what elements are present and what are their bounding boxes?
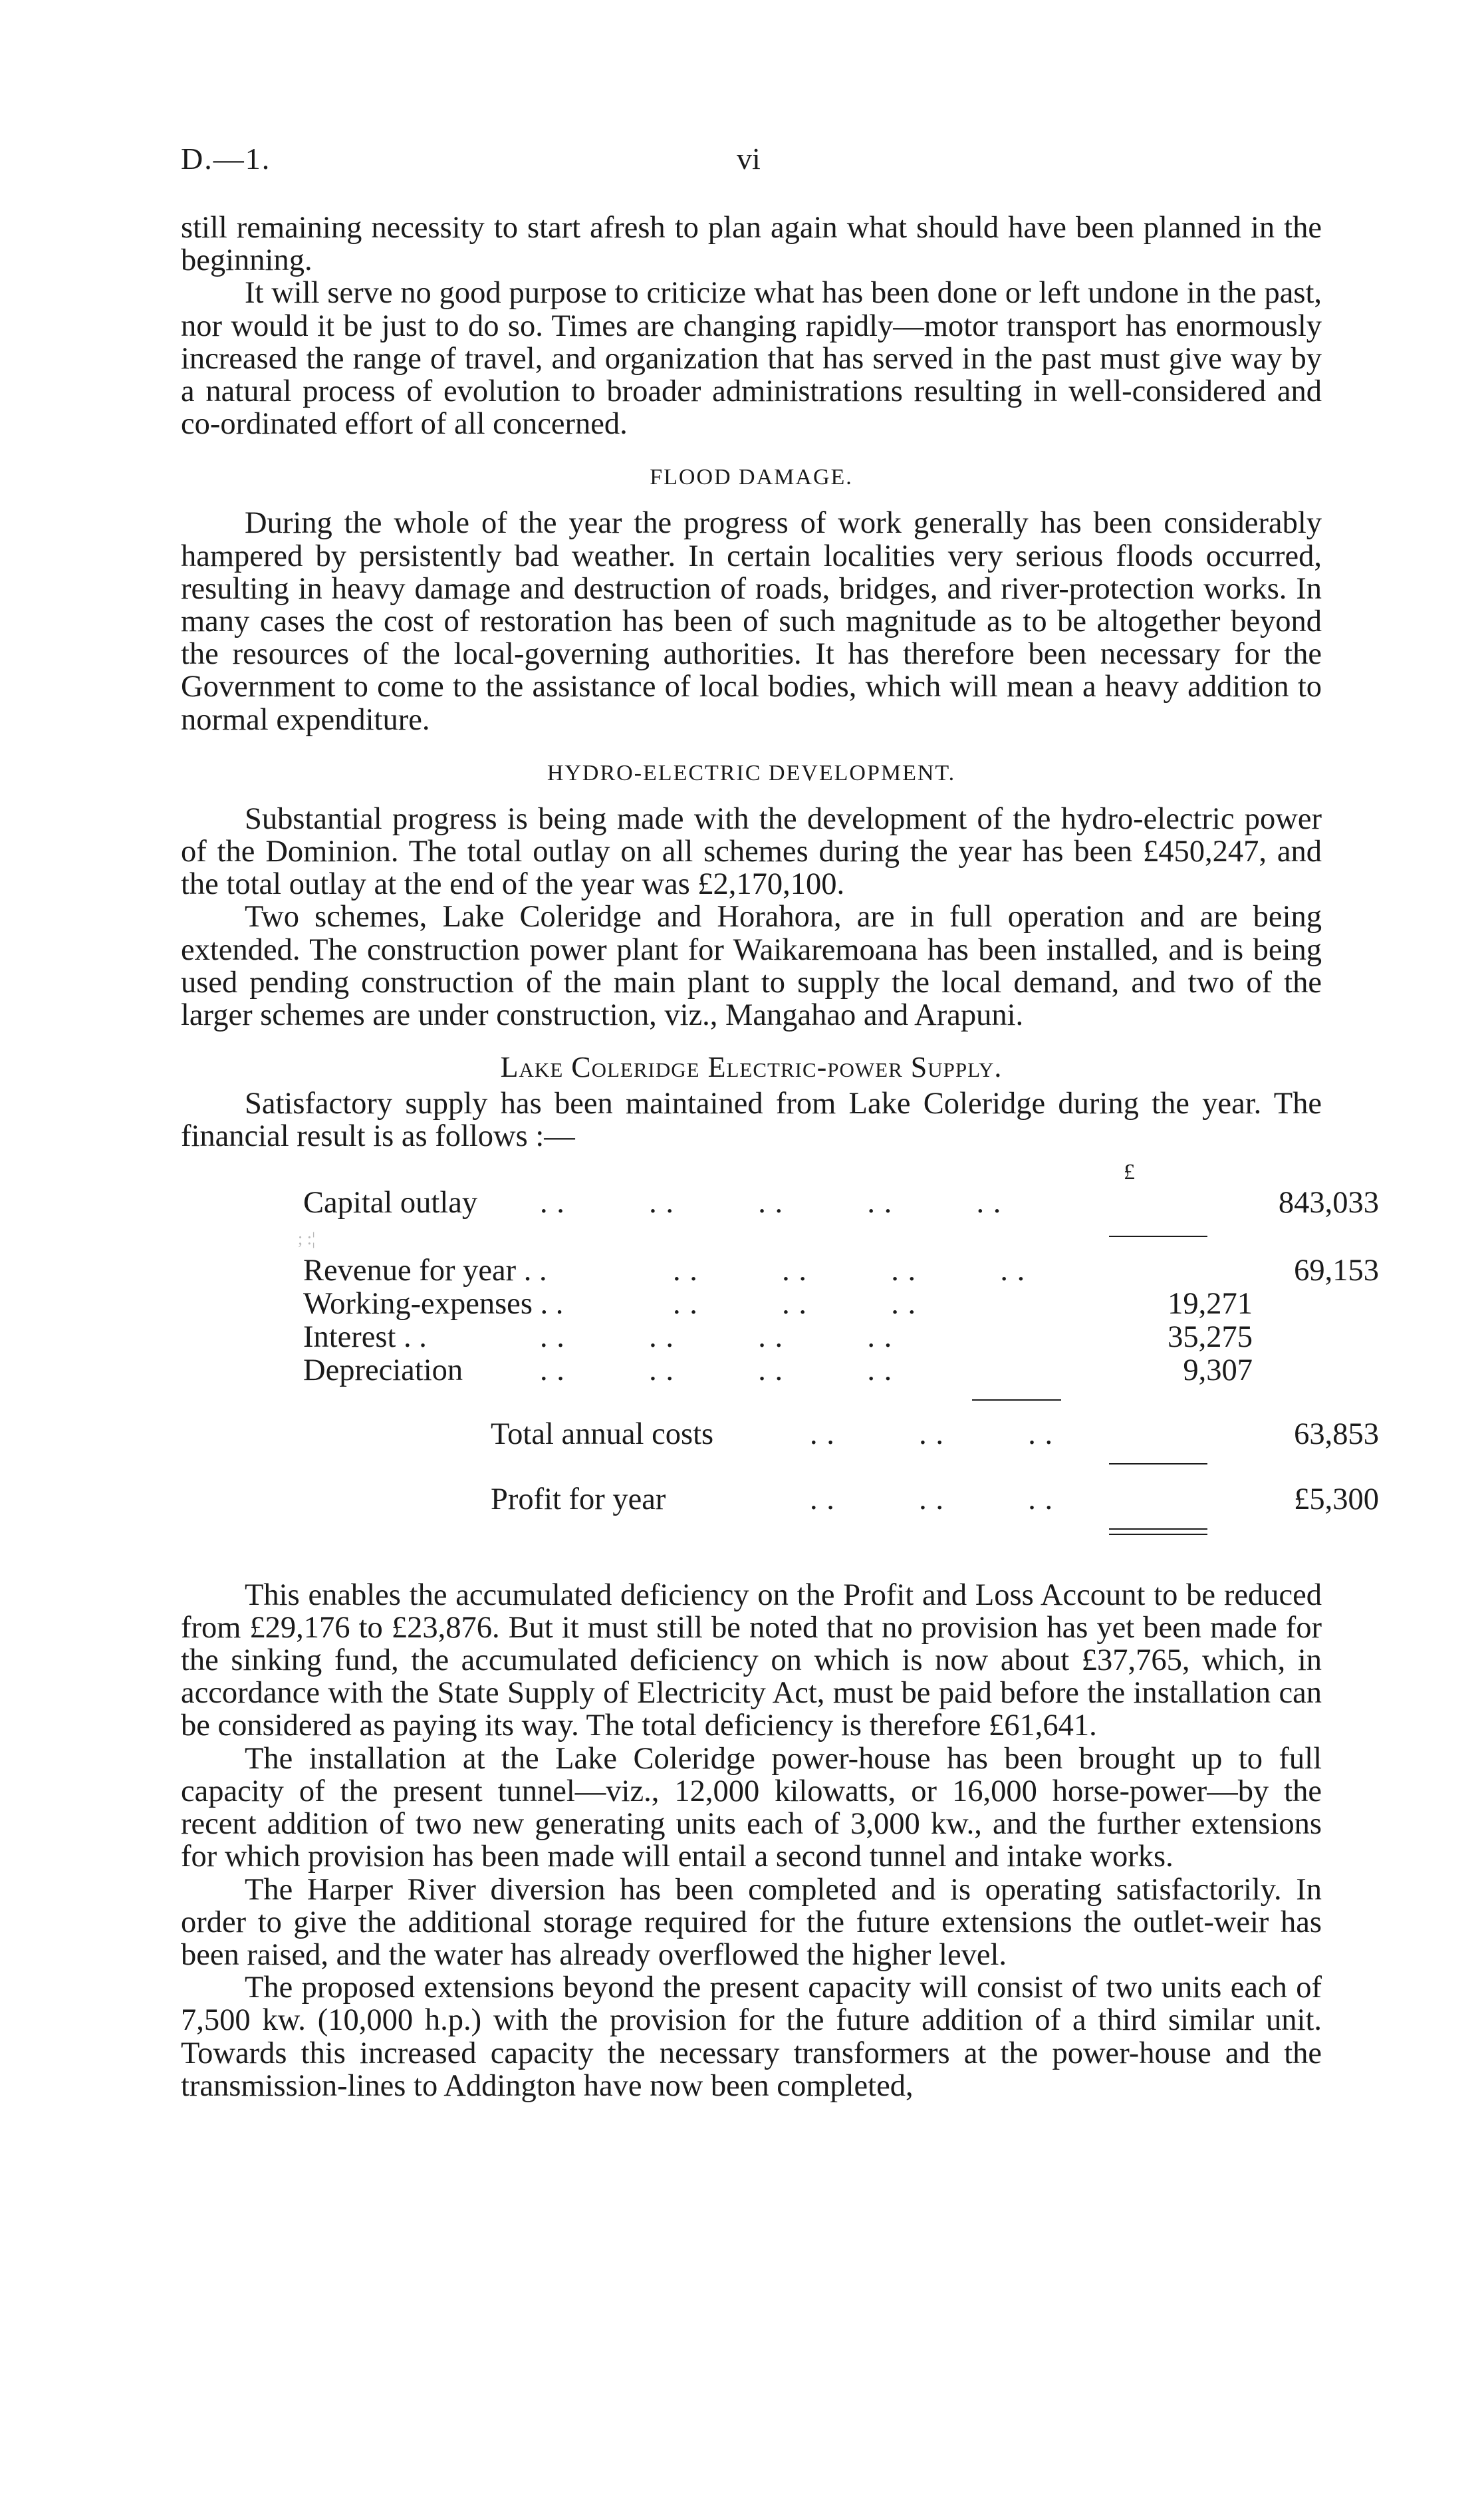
row-total-annual-costs xyxy=(181,1417,1379,1451)
financial-result-table xyxy=(181,1153,1379,1579)
rule-capital xyxy=(1109,1236,1207,1237)
leader-dots: . . . . . . . . . . xyxy=(540,1185,1002,1220)
label-capital-outlay: Capital outlay xyxy=(303,1185,478,1220)
value-revenue: 69,153 xyxy=(1294,1253,1379,1288)
label-profit: Profit for year xyxy=(491,1482,666,1516)
label-revenue: Revenue for year . . xyxy=(303,1253,547,1288)
leader-dots: . . . . . . . . xyxy=(673,1253,1026,1288)
row-interest xyxy=(181,1321,1322,1354)
scan-mark: ; :¦ xyxy=(298,1228,316,1248)
value-total-annual-costs: 63,853 xyxy=(1294,1417,1379,1451)
leader-dots: . . . . . . . . xyxy=(540,1353,893,1387)
leader-dots: . . . . . . . . xyxy=(540,1320,893,1354)
row-profit xyxy=(181,1482,1379,1516)
value-depreciation: 9,307 xyxy=(1183,1353,1253,1387)
row-depreciation xyxy=(181,1354,1322,1387)
heading-lake-coleridge: Lake Coleridge Electric-power Supply. xyxy=(500,1051,1003,1084)
value-interest: 35,275 xyxy=(1168,1320,1253,1354)
row-working-expenses xyxy=(181,1288,1322,1321)
document-body xyxy=(181,211,1379,2103)
rule-total xyxy=(1109,1463,1207,1464)
paragraph-flood-damage: During the whole of the year the progress of work generally has been considerably hampered by persistently bad weather. In certain localities very serious floods occurred, resulting in heavy damage and destruction of roads, bridges, and river-protection works. In many cases the cost of restoration has been of such magnitude as to be altogether beyond the resources of the local-governing authorities. It has therefore been necessary for the Government to come to the assistance of local bodies, which will mean a heavy addition to normal expenditure. xyxy=(181,506,1322,737)
paragraph-harper-river: The Harper River diversion has been completed and is operating satisfactorily. In order to give the additional storage required for the future extensions the outlet-weir has been raised, and the water has already overflowed the higher level. xyxy=(181,1872,1322,1972)
label-depreciation: Depreciation xyxy=(303,1353,463,1387)
row-revenue xyxy=(181,1253,1379,1288)
paragraph-continuation: still remaining necessity to start afresh to plan again what should have been planned in the beginning. xyxy=(181,211,1322,278)
rule-profit-double-2 xyxy=(1109,1534,1207,1535)
heading-flood-damage: FLOOD DAMAGE. xyxy=(650,465,853,490)
paragraph-criticism: It will serve no good purpose to criticize what has been done or left undone in the past, nor would it be just to do so. Times are changing rapidly—motor transport has enormously increased the range of travel, and organization that has served in the past must give way by a natural process of evolution to broader administrations resulting in well-considered and co-ordinated effort of all concerned. xyxy=(181,276,1322,442)
row-capital-outlay xyxy=(181,1185,1379,1220)
leader-dots: . . . . . . xyxy=(673,1286,917,1321)
paragraph-proposed-extensions: The proposed extensions beyond the present capacity will consist of two units each of 7,500 kw. (10,000 h.p.) with the provision for the future addition of a third similar unit. Towards this increased capacity the necessary transformers at the power-house and the transmission-lines to Addington have now been completed, xyxy=(181,1971,1322,2103)
label-total-annual-costs: Total annual costs xyxy=(491,1417,714,1451)
page-number: vi xyxy=(737,142,761,176)
rule-profit-double-1 xyxy=(1109,1528,1207,1530)
value-working-expenses: 19,271 xyxy=(1168,1286,1253,1321)
rule-subtotal xyxy=(972,1399,1061,1401)
paragraph-deficiency: This enables the accumulated deficiency on the Profit and Loss Account to be reduced from £29,176 to £23,876. But it must still be noted that no provision has yet been made for the sinking fund, the accumulated deficiency on which is now about £37,765, which, in accordance with the State Supply of Electricity Act, must be paid before the installation can be considered as paying its way. The total deficiency is therefore £61,641. xyxy=(181,1578,1322,1743)
value-profit: £5,300 xyxy=(1294,1482,1379,1516)
leader-dots: . . . . . . xyxy=(810,1417,1054,1451)
currency-header: £ xyxy=(1124,1159,1135,1184)
value-capital-outlay: 843,033 xyxy=(1278,1185,1379,1220)
label-working-expenses: Working-expenses . . xyxy=(303,1286,564,1321)
paragraph-coleridge-intro: Satisfactory supply has been maintained from Lake Coleridge during the year. The financial result is as follows :— xyxy=(181,1087,1322,1154)
heading-hydro-electric: HYDRO-ELECTRIC DEVELOPMENT. xyxy=(547,760,956,785)
paragraph-hydro-schemes: Two schemes, Lake Coleridge and Horahora, are in full operation and are being extended. The construction power plant for Waikaremoana has been installed, and is being used pending construction of the main plant to supply the local demand, and two of the larger schemes are under construction, viz., Mangahao and Arapuni. xyxy=(181,900,1322,1033)
paragraph-installation: The installation at the Lake Coleridge power-house has been brought up to full capacity of the present tunnel—viz., 12,000 kilowatts, or 16,000 horse-power—by the recent addition of two new generating units each of 3,000 kw., and the further extensions for which provision has been made will entail a second tunnel and intake works. xyxy=(181,1741,1322,1874)
label-interest: Interest . . xyxy=(303,1320,427,1354)
paragraph-hydro-progress: Substantial progress is being made with the development of the hydro-electric power of the Dominion. The total outlay on all schemes during the year has been £450,247, and the total outlay at the end of the year was £2,170,100. xyxy=(181,801,1322,902)
leader-dots: . . . . . . xyxy=(810,1482,1054,1516)
document-reference: D.—1. xyxy=(181,142,271,176)
